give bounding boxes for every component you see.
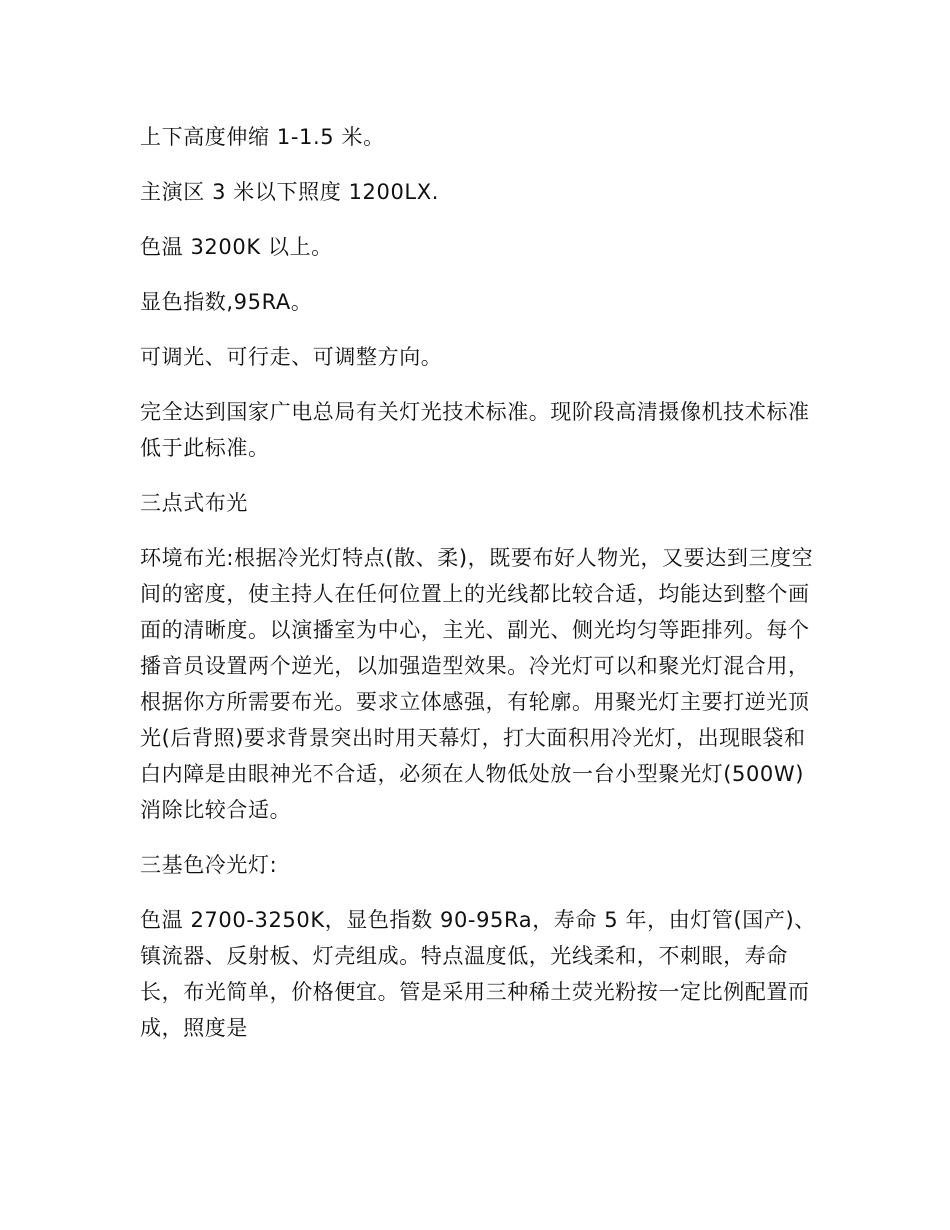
- paragraph-height-adjust: 上下高度伸缩 1-1.5 米。: [140, 125, 385, 149]
- paragraph-standard: 完全达到国家广电总局有关灯光技术标准。现阶段高清摄像机技术标准低于此标准。: [140, 400, 810, 460]
- paragraph-color-temperature: 色温 3200K 以上。: [140, 235, 333, 259]
- heading-tricolor-cold-light: 三基色冷光灯:: [140, 853, 278, 877]
- document-body: [140, 119, 820, 1065]
- heading-three-point-lighting: 三点式布光: [140, 491, 248, 515]
- paragraph-illuminance: 主演区 3 米以下照度 1200LX.: [140, 180, 439, 204]
- paragraph-adjustable: 可调光、可行走、可调整方向。: [140, 345, 443, 369]
- paragraph-tricolor-specs: 色温 2700-3250K，显色指数 90-95Ra，寿命 5 年，由灯管(国产)、镇流器、反射板、灯壳组成。特点温度低，光线柔和，不刺眼，寿命长，布光简单，价格便宜。管是采用三种稀土荧光粉按一定比例配置而成，照度是: [140, 908, 816, 1040]
- paragraph-color-rendering-index: 显色指数,95RA。: [140, 290, 313, 314]
- paragraph-environment-lighting: 环境布光:根据冷光灯特点(散、柔)，既要布好人物光，又要达到三度空间的密度，使主持人在任何位置上的光线都比较合适，均能达到整个画面的清晰度。以演播室为中心，主光、副光、侧光均匀等距排列。每个播音员设置两个逆光，以加强造型效果。冷光灯可以和聚光灯混合用，根据你方所需要布光。要求立体感强，有轮廓。用聚光灯主要打逆光顶光(后背照)要求背景突出时用天幕灯，打大面积用冷光灯，出现眼袋和白内障是由眼神光不合适，必须在人物低处放一台小型聚光灯(500W)消除比较合适。: [140, 546, 814, 822]
